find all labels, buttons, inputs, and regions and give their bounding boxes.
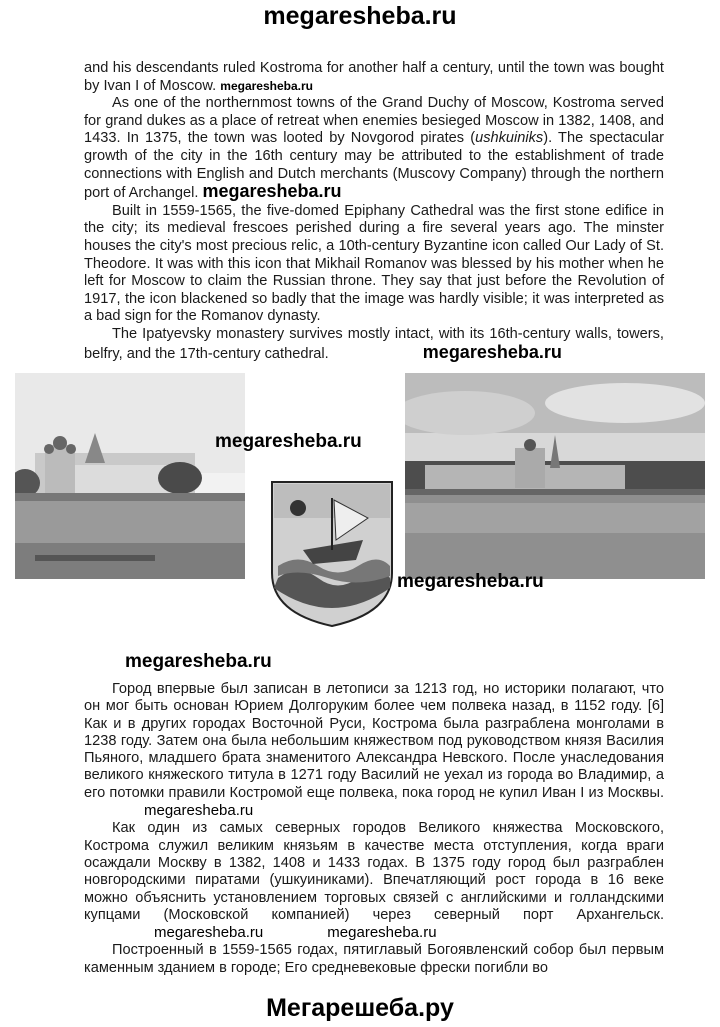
- watermark: megaresheba.ru: [397, 571, 544, 592]
- paragraph: [84, 95, 664, 203]
- paragraph: [84, 681, 664, 820]
- paragraph-text: Как один из самых северных городов Великого княжества Московского, Кострома служил великим князьям в качестве места отступления, когда враги осаждали Москву в 1382, 1408 и 1433 годах. В 1375 году город был разграблен новгородскими пиратами (ушкуиниками). Впечатляющий рост города в 16 веке можно объяснить установлением торговых связей с английскими и голландскими купцами (Московской компанией) через северный порт Архангельск.: [84, 820, 664, 923]
- paragraph: Built in 1559-1565, the five-domed Epiphany Cathedral was the first stone edifice in the city; its medieval frescoes perished during a fire several years ago. The minster houses the city's most precious relic, a 10th-century Byzantine icon called Our Lady of St. Theodore. It was with this icon that Mikhail Romanov was blessed by his mother when he left for Moscow to claim the Russian throne. They say that just before the Revolution of 1917, the icon blackened so badly that the image was hardly visible; it was interpreted as a bad sign for the Romanov dynasty.: [84, 202, 664, 325]
- watermark: megaresheba.ru: [202, 181, 342, 202]
- watermark: megaresheba.ru: [422, 341, 562, 362]
- watermark: megaresheba.ru: [125, 651, 272, 672]
- italic-term: ushkuiniks: [475, 130, 544, 147]
- watermark: megaresheba.ru: [220, 78, 313, 93]
- footer-watermark: Мегарешеба.ру: [266, 994, 454, 1022]
- watermark: megaresheba.ru: [144, 802, 254, 820]
- monastery-photo-left: [15, 373, 245, 579]
- paragraph: [84, 326, 664, 363]
- paragraph: [84, 60, 664, 95]
- monastery-photo-right: [405, 373, 705, 579]
- paragraph: [84, 820, 664, 942]
- paragraph-text: ). The spectacular growth of the city in the 16th century may be attributed to the establishment of trade connections with English and Dutch merchants (Muscovy Company) through the northern port of Archangel.: [84, 130, 664, 202]
- watermark: megaresheba.ru: [154, 924, 264, 942]
- header-watermark: megaresheba.ru: [263, 2, 457, 30]
- paragraph-text: As one of the northernmost towns of the Grand Duchy of Moscow, Kostroma served for grand dukes as a place of retreat when enemies besieged Moscow in 1382, 1408, and 1433. In 1375, the town was looted by Novgorod pirates (: [84, 95, 664, 147]
- english-text: [84, 60, 664, 363]
- watermark: megaresheba.ru: [215, 431, 362, 452]
- watermark: megaresheba.ru: [327, 924, 437, 942]
- kostroma-coat-of-arms: [268, 478, 396, 628]
- russian-text: [84, 681, 664, 977]
- paragraph-text: The Ipatyevsky monastery survives mostly intact, with its 16th-century walls, towers, belfry, and the 17th-century cathedral.: [84, 325, 664, 362]
- paragraph-text: Город впервые был записан в летописи за 1213 год, но историки полагают, что он мог быть основан Юрием Долгоруким более чем полвека назад, в 1152 году. [6] Как и в других городах Восточной Руси, Кострома была разграблена монголами в 1238 году. Затем она была небольшим княжеством под руководством князя Василия Пьяного, младшего брата знаменитого Александра Невского. После унаследования великого княжеского титула в 1271 году Василий не уехал из города во Владимир, а его потомки правили Костромой еще полвека, пока город не купил Иван I из Москвы.: [84, 681, 664, 801]
- paragraph-text: and his descendants ruled Kostroma for another half a century, until the town was bought by Ivan I of Moscow.: [84, 60, 664, 94]
- paragraph: Построенный в 1559-1565 годах, пятиглавый Богоявленский собор был первым каменным зданием в городе; Его средневековые фрески погибли во: [84, 942, 664, 976]
